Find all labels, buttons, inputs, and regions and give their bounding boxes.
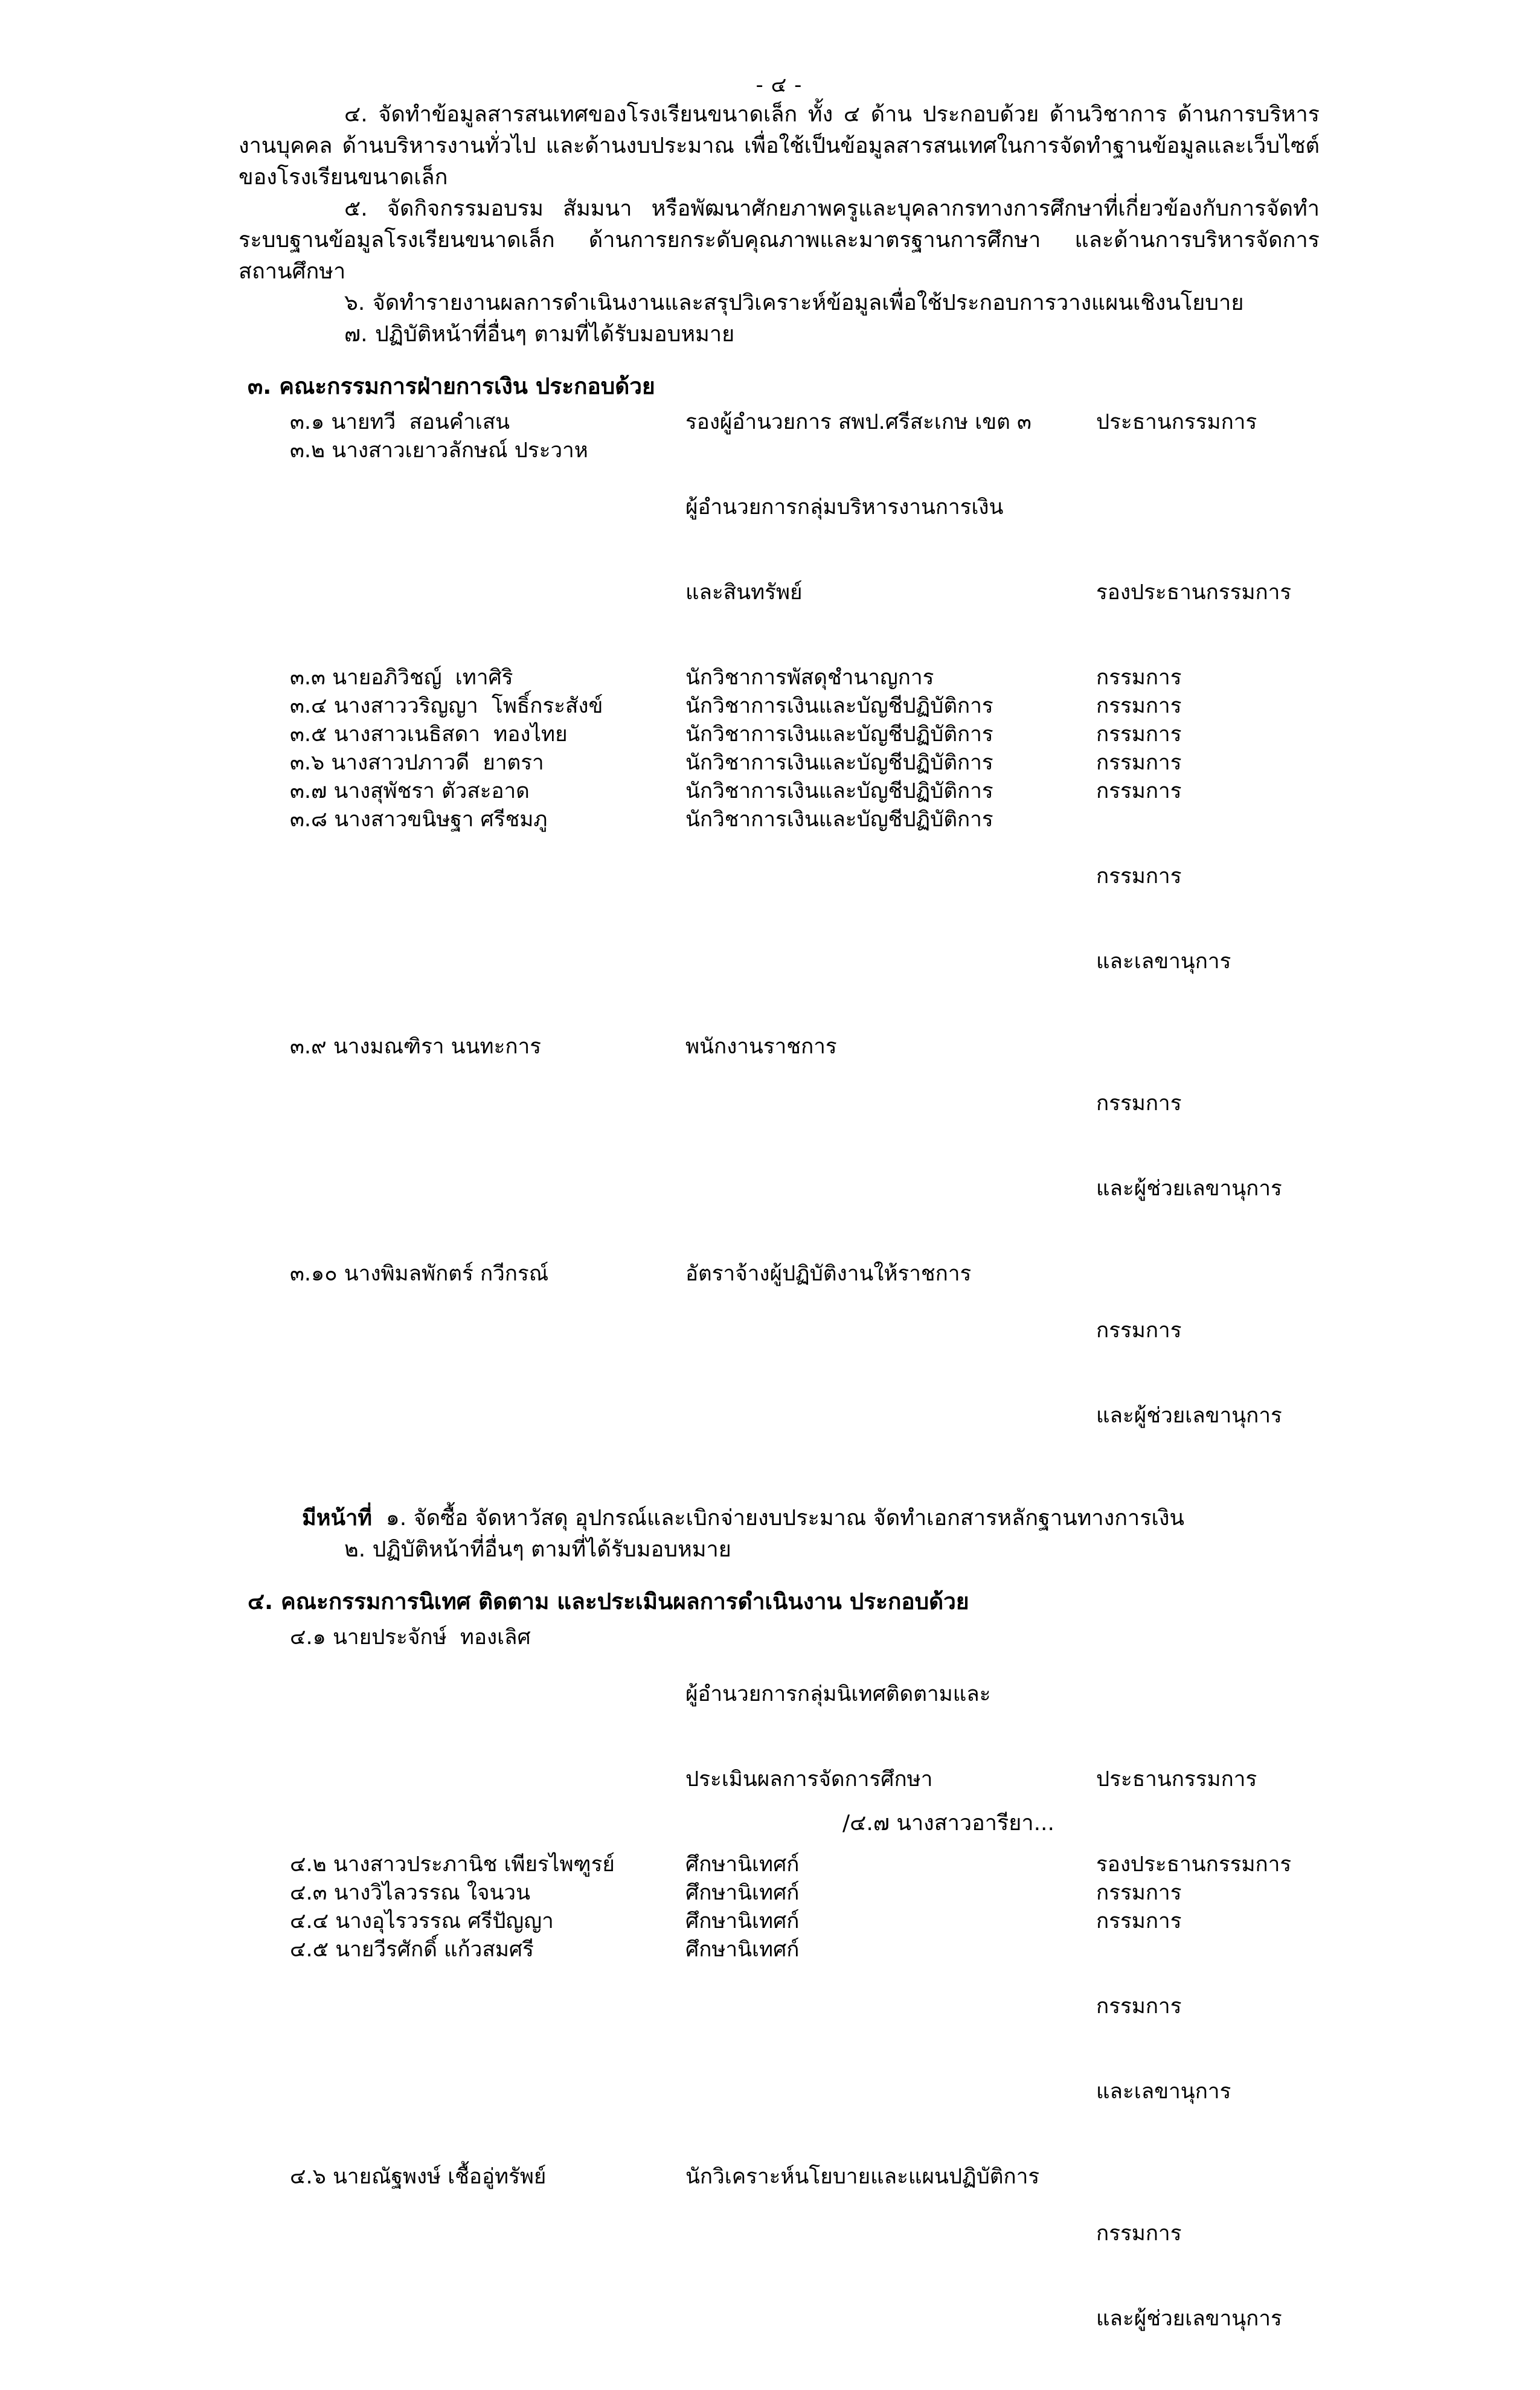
member-role: กรรมการ <box>1096 1881 1182 1905</box>
member-role: กรรมการ <box>1096 779 1182 803</box>
member-role: กรรมการ <box>1096 1319 1182 1343</box>
member-role <box>1096 493 1371 522</box>
member-name-cell <box>239 806 685 1033</box>
member-role: กรรมการ <box>1096 722 1182 747</box>
member-name-cell <box>239 1851 685 1879</box>
member-role-cell <box>1096 1624 1371 1851</box>
document-body <box>239 0 1320 2390</box>
member-name-cell <box>239 408 685 437</box>
member-no: ๓.๕ <box>290 722 327 747</box>
member-name-cell <box>239 1624 685 1851</box>
duties-line-1 <box>239 1503 1320 1534</box>
member-no: ๓.๘ <box>290 808 328 832</box>
member-role-line2: และผู้ช่วยเลขานุการ <box>1096 1177 1282 1201</box>
member-position-cell <box>685 664 1096 692</box>
member-role: กรรมการ <box>1096 666 1182 690</box>
table-row <box>239 664 1371 692</box>
member-role-cell <box>1096 664 1371 692</box>
member-position-cell <box>685 692 1096 721</box>
member-position: ศึกษานิเทศก์ <box>685 1852 800 1877</box>
member-position: นักวิชาการพัสดุชำนาญการ <box>685 666 934 690</box>
member-position-cell <box>685 1033 1096 1260</box>
member-position: นักวิชาการเงินและบัญชีปฏิบัติการ <box>685 751 993 775</box>
member-role-cell <box>1096 1907 1371 1936</box>
table-row <box>239 1879 1371 1907</box>
member-role: กรรมการ <box>1096 1909 1182 1933</box>
table-row <box>239 749 1371 777</box>
member-name: นางสาวเนธิสดา ทองไทย <box>333 722 568 747</box>
member-position: ศึกษานิเทศก์ <box>685 1881 800 1905</box>
member-position: นักวิชาการเงินและบัญชีปฏิบัติการ <box>685 722 993 747</box>
member-role-cell <box>1096 1033 1371 1260</box>
member-role-cell <box>1096 408 1371 437</box>
table-row <box>239 2163 1371 2390</box>
member-name-cell <box>239 437 685 664</box>
member-no: ๔.๒ <box>290 1852 327 1877</box>
member-name: นายณัฐพงษ์ เชื้ออู่ทรัพย์ <box>332 2165 547 2189</box>
member-position: นักวิชาการเงินและบัญชีปฏิบัติการ <box>685 694 993 718</box>
table-row <box>239 721 1371 749</box>
member-name-cell <box>239 1033 685 1260</box>
member-position: พนักงานราชการ <box>685 1035 837 1059</box>
member-name-cell <box>239 692 685 721</box>
member-role-cell <box>1096 721 1371 749</box>
member-no: ๔.๕ <box>290 1938 329 1962</box>
member-role-line2: และเลขานุการ <box>1096 949 1231 974</box>
member-position-cell <box>685 806 1096 1033</box>
member-position: ผู้อำนวยการกลุ่มบริหารงานการเงิน <box>685 495 1004 519</box>
member-name-cell <box>239 1879 685 1907</box>
member-name-cell <box>239 664 685 692</box>
member-name: นางอุไรวรรณ ศรีปัญญา <box>335 1909 554 1933</box>
member-name-cell <box>239 749 685 777</box>
table-row <box>239 1033 1371 1260</box>
member-position-cell <box>685 2163 1096 2390</box>
member-role-cell <box>1096 2163 1371 2390</box>
member-name: นางวิไลวรรณ ใจนวน <box>333 1881 531 1905</box>
member-role: กรรมการ <box>1096 1091 1182 1116</box>
member-role-line2: และผู้ช่วยเลขานุการ <box>1096 1404 1282 1428</box>
member-name: นายทวี สอนคำเสน <box>331 410 510 434</box>
member-no: ๔.๑ <box>290 1625 326 1650</box>
member-position: นักวิชาการเงินและบัญชีปฏิบัติการ <box>685 808 993 832</box>
table-row <box>239 1624 1371 1851</box>
member-role: รองประธานกรรมการ <box>1096 1852 1292 1877</box>
member-role: กรรมการ <box>1096 864 1182 888</box>
paragraph-5: ๕. จัดกิจกรรมอบรม สัมมนา หรือพัฒนาศักยภาพครูและบุคลากรทางการศึกษาที่เกี่ยวข้องกับการจัดทำระบบฐานข้อมูลโรงเรียนขนาดเล็ก ด้านการยกระดับคุณภาพและมาตรฐานการศึกษา และด้านการบริหารจัดการสถานศึกษา <box>239 196 1320 284</box>
member-name: นางสุพัชรา ตัวสะอาด <box>333 779 530 803</box>
member-name-cell <box>239 721 685 749</box>
member-name: นายอภิวิชญ์ เทาศิริ <box>332 666 513 690</box>
member-position-cell <box>685 1851 1096 1879</box>
member-name-cell <box>239 1936 685 2163</box>
table-row <box>239 806 1371 1033</box>
member-no: ๔.๔ <box>290 1909 329 1933</box>
member-role-cell <box>1096 1260 1371 1487</box>
member-no: ๓.๖ <box>290 751 325 775</box>
table-row <box>239 1907 1371 1936</box>
member-name-cell <box>239 1260 685 1487</box>
member-position: ศึกษานิเทศก์ <box>685 1938 800 1962</box>
committee-table-supervision <box>239 1624 1371 2390</box>
member-no: ๓.๒ <box>290 438 326 463</box>
member-role: ประธานกรรมการ <box>1096 410 1257 434</box>
member-role-cell <box>1096 1879 1371 1907</box>
member-role: กรรมการ <box>1096 1994 1182 2019</box>
member-name: นางสาวเยาวลักษณ์ ประวาห <box>332 438 588 463</box>
member-position: นักวิชาการเงินและบัญชีปฏิบัติการ <box>685 779 993 803</box>
member-role-cell <box>1096 806 1371 1033</box>
member-position: ผู้อำนวยการกลุ่มนิเทศติดตามและ <box>685 1682 991 1706</box>
member-position-cell <box>685 408 1096 437</box>
member-no: ๓.๗ <box>290 779 327 803</box>
duties-text-1: ๑. จัดซื้อ จัดหาวัสดุ อุปกรณ์และเบิกจ่ายงบประมาณ จัดทำเอกสารหลักฐานทางการเงิน <box>385 1506 1185 1531</box>
member-position-cell <box>685 1260 1096 1487</box>
paragraph-4: ๔. จัดทำข้อมูลสารสนเทศของโรงเรียนขนาดเล็ก ทั้ง ๔ ด้าน ประกอบด้วย ด้านวิชาการ ด้านการบริหารงานบุคคล ด้านบริหารงานทั่วไป และด้านงบประมาณ เพื่อใช้เป็นข้อมูลสารสนเทศในการจัดทำฐานข้อมูลและเว็บไซต์ของโรงเรียนขนาดเล็ก <box>239 102 1320 190</box>
paragraph-6: ๖. จัดทำรายงานผลการดำเนินงานและสรุปวิเคราะห์ข้อมูลเพื่อใช้ประกอบการวางแผนเชิงนโยบาย <box>344 291 1244 315</box>
member-position-cell <box>685 1936 1096 2163</box>
duties-line-2 <box>239 1534 1320 1566</box>
table-row <box>239 437 1371 664</box>
member-role: กรรมการ <box>1096 2221 1182 2246</box>
member-position: รองผู้อำนวยการ สพป.ศรีสะเกษ เขต ๓ <box>685 410 1031 434</box>
paragraph-7: ๗. ปฏิบัติหน้าที่อื่นๆ ตามที่ได้รับมอบหมาย <box>344 322 735 347</box>
member-role-cell <box>1096 777 1371 806</box>
member-no: ๓.๓ <box>290 666 326 690</box>
member-name-cell <box>239 1907 685 1936</box>
member-name: นางมณฑิรา นนทะการ <box>333 1035 542 1059</box>
member-no: ๔.๖ <box>290 2165 326 2189</box>
table-row <box>239 408 1371 437</box>
member-role-cell <box>1096 1851 1371 1879</box>
member-position: นักวิเคราะห์นโยบายและแผนปฏิบัติการ <box>685 2165 1040 2189</box>
member-name: นางสาวปภาวดี ยาตรา <box>331 751 544 775</box>
duties-text-2: ๒. ปฏิบัติหน้าที่อื่นๆ ตามที่ได้รับมอบหมาย <box>344 1537 731 1562</box>
member-position-line2: ประเมินผลการจัดการศึกษา <box>685 1767 933 1791</box>
member-name: นางสาววริญญา โพธิ์กระสังข์ <box>333 694 603 718</box>
member-name: นางสาวประภานิช เพียรไพฑูรย์ <box>333 1852 615 1877</box>
table-row <box>239 1260 1371 1487</box>
member-role-cell <box>1096 437 1371 664</box>
member-role: กรรมการ <box>1096 751 1182 775</box>
member-name-cell <box>239 777 685 806</box>
committee-table-finance <box>239 408 1371 1487</box>
member-name-cell <box>239 2163 685 2390</box>
member-position-cell <box>685 437 1096 664</box>
member-no: ๓.๙ <box>290 1035 327 1059</box>
section-heading-supervision: ๔. คณะกรรมการนิเทศ ติดตาม และประเมินผลการดำเนินงาน ประกอบด้วย <box>248 1589 969 1614</box>
section-heading-finance: ๓. คณะกรรมการฝ่ายการเงิน ประกอบด้วย <box>248 373 655 399</box>
member-role-cell <box>1096 1936 1371 2163</box>
page-number: - ๔ - <box>756 73 803 97</box>
member-name: นางสาวขนิษฐา ศรีชมภู <box>334 808 548 832</box>
member-position-line2: และสินทรัพย์ <box>685 580 803 605</box>
member-no: ๓.๑๐ <box>290 1262 338 1286</box>
table-row <box>239 692 1371 721</box>
member-role-line2: และเลขานุการ <box>1096 2080 1231 2104</box>
member-role <box>1096 1680 1371 1709</box>
table-row <box>239 1851 1371 1879</box>
member-position: อัตราจ้างผู้ปฏิบัติงานให้ราชการ <box>685 1262 972 1286</box>
member-position-cell <box>685 721 1096 749</box>
member-role-cell <box>1096 749 1371 777</box>
member-role: กรรมการ <box>1096 694 1182 718</box>
member-role-line2: และผู้ช่วยเลขานุการ <box>1096 2307 1282 2331</box>
duties-block-finance <box>239 1503 1320 1566</box>
member-name: นายประจักษ์ ทองเลิศ <box>332 1625 531 1650</box>
member-no: ๓.๔ <box>290 694 327 718</box>
member-position-cell <box>685 749 1096 777</box>
member-role-cell <box>1096 692 1371 721</box>
member-no: ๔.๓ <box>290 1881 327 1905</box>
member-position-cell <box>685 1907 1096 1936</box>
member-name: นางพิมลพักตร์ กวีกรณ์ <box>344 1262 549 1286</box>
continuation-note: /๔.๗ นางสาวอารียา... <box>842 1811 1054 1836</box>
table-row <box>239 777 1371 806</box>
member-position-cell <box>685 777 1096 806</box>
duties-label: มีหน้าที่ <box>302 1506 373 1531</box>
member-position: ศึกษานิเทศก์ <box>685 1909 800 1933</box>
member-name: นายวีรศักดิ์ แก้วสมศรี <box>335 1938 534 1962</box>
table-row <box>239 1936 1371 2163</box>
member-role-line2: ประธานกรรมการ <box>1096 1767 1257 1791</box>
member-role-line2: รองประธานกรรมการ <box>1096 580 1292 605</box>
member-no: ๓.๑ <box>290 410 325 434</box>
member-position-cell <box>685 1879 1096 1907</box>
